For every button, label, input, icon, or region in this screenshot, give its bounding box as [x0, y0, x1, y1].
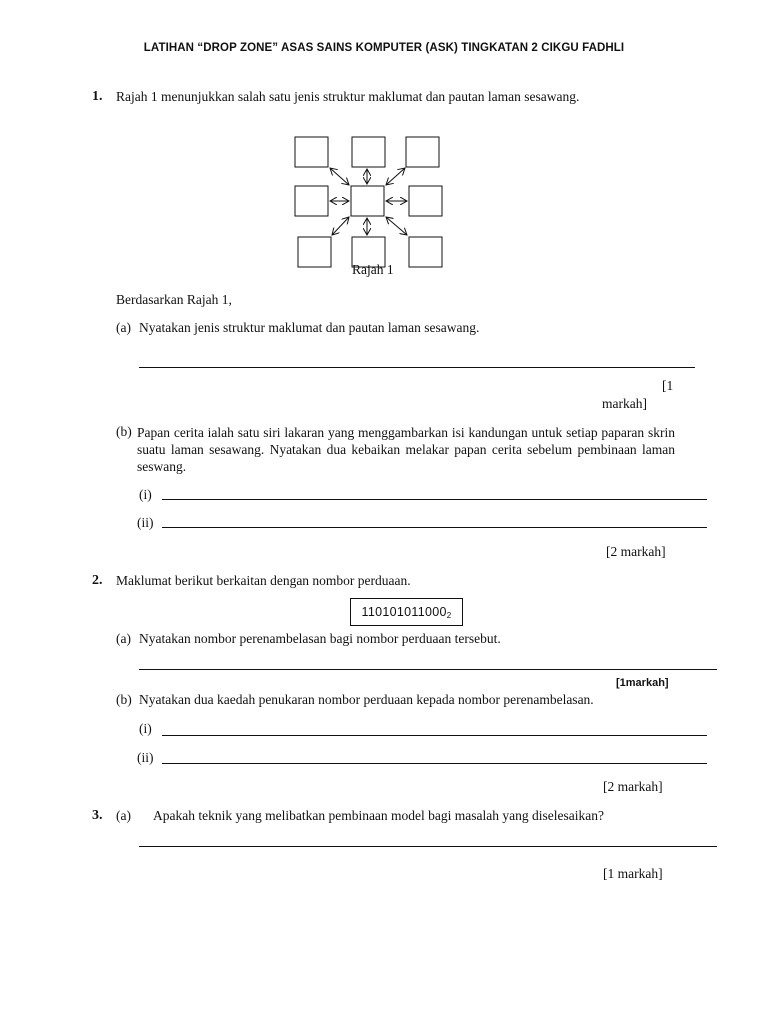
q2b-item-i-label: (i) — [139, 721, 152, 736]
q2b-answer-line-ii[interactable] — [162, 763, 707, 764]
diagram-node-top-center — [352, 137, 385, 167]
q3a-marks: [1 markah] — [603, 866, 663, 881]
q3a-label: (a) — [116, 808, 131, 823]
q1b-marks: [2 markah] — [606, 544, 666, 559]
q2-number: 2. — [92, 573, 103, 588]
q1a-answer-line[interactable] — [139, 367, 695, 368]
binary-base: 2 — [446, 611, 452, 620]
q1-text: Rajah 1 menunjukkan salah satu jenis struktur maklumat dan pautan laman sesawang. — [116, 89, 580, 104]
diagram-arrow-top-left — [330, 168, 349, 185]
q2b-text: Nyatakan dua kaedah penukaran nombor perduaan kepada nombor perenambelasan. — [139, 692, 594, 707]
q2b-label: (b) — [116, 692, 132, 707]
q1-number: 1. — [92, 89, 103, 104]
diagram-node-top-left — [295, 137, 328, 167]
rajah-1-diagram — [285, 128, 455, 273]
q1b-text: Papan cerita ialah satu siri lakaran yang menggambarkan isi kandungan untuk setiap paparan skrin suatu laman sesawang. Nyatakan dua kebaikan melakar papan cerita sebelum pembinaan laman seswang. — [137, 425, 675, 474]
q1b-label: (b) — [116, 424, 132, 439]
q1a-marks-line2: markah] — [602, 396, 647, 411]
q1b-item-ii-label: (ii) — [137, 515, 154, 530]
q2b-marks: [2 markah] — [603, 779, 663, 794]
diagram-arrow-bottom-right — [386, 217, 407, 235]
figure-caption: Rajah 1 — [352, 262, 394, 277]
diagram-arrow-top-right — [386, 168, 405, 185]
q1a-text: Nyatakan jenis struktur maklumat dan pautan laman sesawang. — [139, 320, 480, 335]
q3a-text: Apakah teknik yang melibatkan pembinaan model bagi masalah yang diselesaikan? — [153, 808, 604, 823]
q2b-answer-line-i[interactable] — [162, 735, 707, 736]
diagram-node-bottom-right — [409, 237, 442, 267]
q1a-marks-line1: [1 — [662, 378, 674, 393]
q2b-item-ii-label: (ii) — [137, 750, 154, 765]
q1b-answer-line-ii[interactable] — [162, 527, 707, 528]
q3-number: 3. — [92, 808, 103, 823]
diagram-node-bottom-left — [298, 237, 331, 267]
q2a-marks: [1markah] — [616, 677, 669, 689]
q2a-text: Nyatakan nombor perenambelasan bagi nombor perduaan tersebut. — [139, 631, 501, 646]
diagram-node-top-right — [406, 137, 439, 167]
diagram-arrow-bottom-left — [332, 217, 349, 235]
binary-value: 110101011000 — [361, 605, 447, 619]
q1-intro: Berdasarkan Rajah 1, — [116, 292, 232, 307]
q2a-label: (a) — [116, 631, 131, 646]
q3a-answer-line[interactable] — [139, 846, 717, 847]
q1a-label: (a) — [116, 320, 131, 335]
page-header: LATIHAN “DROP ZONE” ASAS SAINS KOMPUTER (ASK) TINGKATAN 2 CIKGU FADHLI — [143, 42, 625, 54]
q1b-answer-line-i[interactable] — [162, 499, 707, 500]
binary-number-box — [350, 598, 463, 626]
diagram-node-center — [351, 186, 384, 216]
q2-text: Maklumat berikut berkaitan dengan nombor perduaan. — [116, 573, 411, 588]
q1b-item-i-label: (i) — [139, 487, 152, 502]
diagram-node-middle-right — [409, 186, 442, 216]
diagram-node-middle-left — [295, 186, 328, 216]
q2a-answer-line[interactable] — [139, 669, 717, 670]
